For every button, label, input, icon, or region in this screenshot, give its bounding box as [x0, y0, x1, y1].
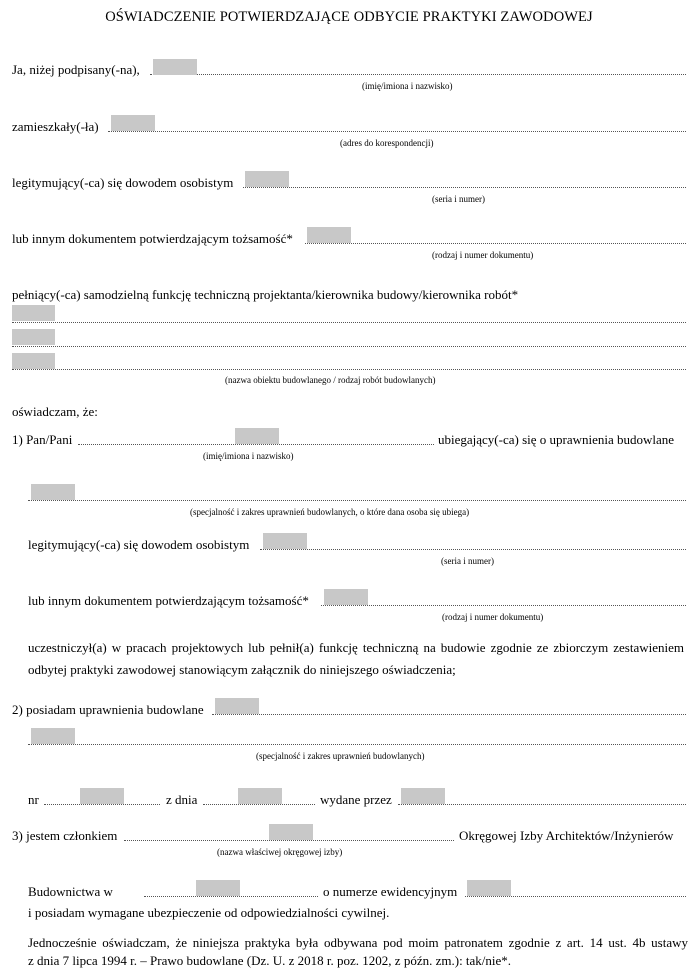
address-field[interactable]	[111, 115, 155, 131]
final-line1: Jednocześnie oświadczam, że niniejsza praktyka była odbywana pod moim patronatem zgodnie z art. 14 ust. 4b ustawy	[28, 935, 688, 950]
object-field-1[interactable]	[12, 305, 55, 321]
point3-suffix: Okręgowej Izby Architektów/Inżynierów	[459, 828, 674, 843]
record-line	[465, 896, 686, 897]
record-field[interactable]	[467, 880, 511, 896]
issued-label: wydane przez	[320, 792, 392, 807]
point1-other-doc-caption: (rodzaj i numer dokumentu)	[442, 612, 544, 622]
address-caption: (adres do korespondencji)	[340, 138, 434, 148]
point2-spec-field[interactable]	[31, 728, 75, 744]
point1-id-label: legitymujący(-ca) się dowodem osobistym	[28, 537, 250, 552]
point1-paragraph-line1: uczestniczył(a) w pracach projektowych lub pełnił(a) funkcję techniczną na budowie zgodnie ze zbiorczym zestawieniem	[28, 640, 684, 655]
nr-label: nr	[28, 792, 39, 807]
date-field[interactable]	[238, 788, 282, 804]
id-line	[243, 187, 686, 188]
point1-id-line	[260, 549, 686, 550]
point2-label: 2) posiadam uprawnienia budowlane	[12, 702, 204, 717]
object-caption: (nazwa obiektu budowlanego / rodzaj robót budowlanych)	[225, 375, 436, 385]
construction-line	[144, 896, 318, 897]
object-field-2[interactable]	[12, 329, 55, 345]
final-line2: z dnia 7 lipca 1994 r. – Prawo budowlane (Dz. U. z 2018 r. poz. 1202, z późn. zm.): tak/nie*.	[28, 953, 512, 968]
nr-field[interactable]	[80, 788, 124, 804]
point1-spec-field[interactable]	[31, 484, 75, 500]
other-doc-line	[305, 243, 686, 244]
point1-id-field[interactable]	[263, 533, 307, 549]
page-title: OŚWIADCZENIE POTWIERDZAJĄCE ODBYCIE PRAKTYKI ZAWODOWEJ	[105, 9, 593, 25]
chamber-field[interactable]	[269, 824, 313, 840]
issued-line	[398, 804, 686, 805]
point1-name-line	[78, 444, 434, 445]
name-label: Ja, niżej podpisany(-na),	[12, 62, 140, 77]
object-line-2	[12, 346, 686, 347]
construction-label: Budownictwa w	[28, 884, 113, 899]
function-label: pełniący(-ca) samodzielną funkcję techniczną projektanta/kierownika budowy/kierownika robót*	[12, 287, 519, 302]
issued-field[interactable]	[401, 788, 445, 804]
point3-label: 3) jestem członkiem	[12, 828, 118, 843]
point1-spec-line	[28, 500, 686, 501]
chamber-caption: (nazwa właściwej okręgowej izby)	[217, 847, 343, 857]
other-doc-caption: (rodzaj i numer dokumentu)	[432, 250, 534, 260]
point1-suffix: ubiegający(-ca) się o uprawnienia budowlane	[438, 432, 675, 447]
declare-label: oświadczam, że:	[12, 404, 98, 419]
point1-other-doc-line	[321, 605, 686, 606]
point2-spec-line	[28, 744, 686, 745]
id-label: legitymujący(-ca) się dowodem osobistym	[12, 175, 234, 190]
record-label: o numerze ewidencyjnym	[323, 884, 458, 899]
point1-spec-caption: (specjalność i zakres uprawnień budowlanych, o które dana osoba się ubiega)	[190, 507, 470, 517]
point1-name-caption: (imię/imiona i nazwisko)	[203, 451, 294, 461]
chamber-line	[124, 840, 454, 841]
object-field-3[interactable]	[12, 353, 55, 369]
name-line	[150, 74, 686, 75]
date-line	[203, 804, 315, 805]
point2-line	[212, 714, 686, 715]
object-line-1	[12, 322, 686, 323]
point2-spec-caption: (specjalność i zakres uprawnień budowlanych)	[256, 751, 425, 761]
other-doc-field[interactable]	[307, 227, 351, 243]
point1-other-doc-field[interactable]	[324, 589, 368, 605]
point1-label: 1) Pan/Pani	[12, 432, 73, 447]
object-line-3	[12, 369, 686, 370]
point1-paragraph-line2: odbytej praktyki zawodowej stanowiącym załącznik do niniejszego oświadczenia;	[28, 662, 456, 677]
name-caption: (imię/imiona i nazwisko)	[362, 81, 453, 91]
point1-name-field[interactable]	[235, 428, 279, 444]
point1-id-caption: (seria i numer)	[441, 556, 494, 566]
other-doc-label: lub innym dokumentem potwierdzającym tożsamość*	[12, 231, 293, 246]
insurance-text: i posiadam wymagane ubezpieczenie od odpowiedzialności cywilnej.	[28, 905, 390, 920]
address-label: zamieszkały(-ła)	[12, 119, 99, 134]
address-line	[108, 131, 686, 132]
nr-line	[44, 804, 160, 805]
point2-field[interactable]	[215, 698, 259, 714]
id-field[interactable]	[245, 171, 289, 187]
name-field[interactable]	[153, 59, 197, 75]
id-caption: (seria i numer)	[432, 194, 485, 204]
date-label: z dnia	[166, 792, 198, 807]
point1-other-doc-label: lub innym dokumentem potwierdzającym tożsamość*	[28, 593, 309, 608]
construction-field[interactable]	[196, 880, 240, 896]
